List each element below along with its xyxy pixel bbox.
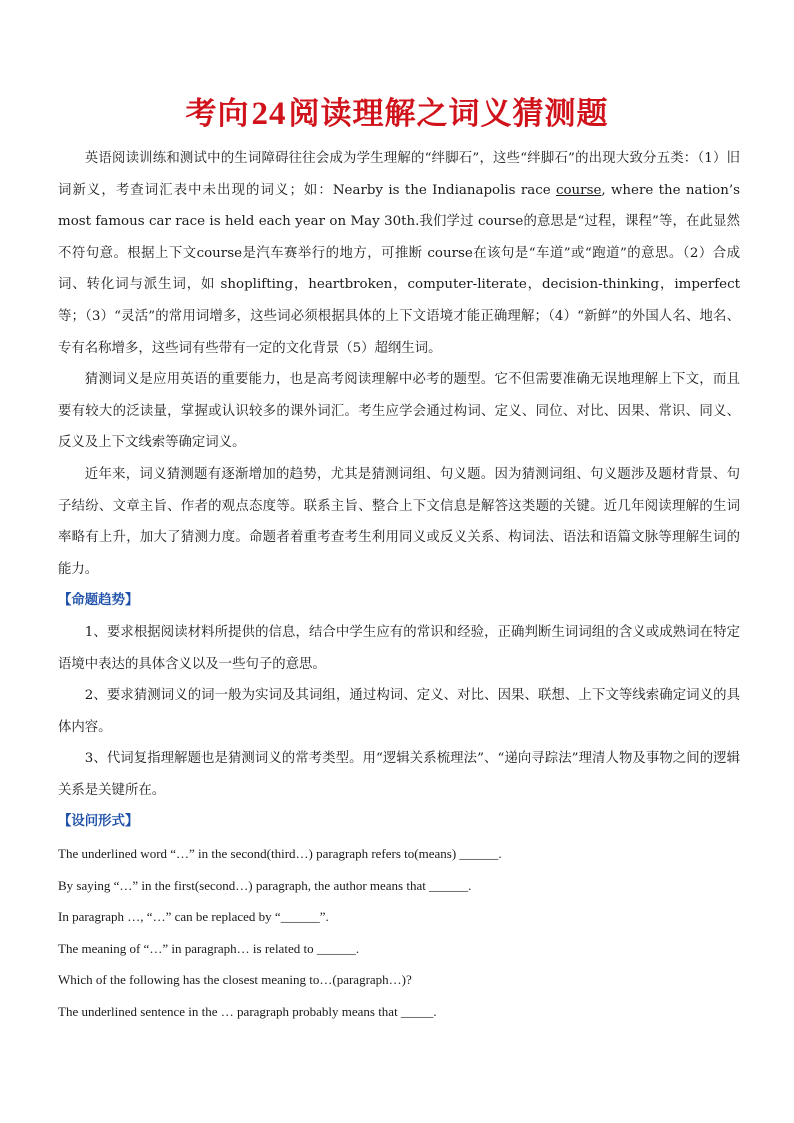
question-form-item: The meaning of “…” in paragraph… is related to ______. [58,940,360,956]
page-title [0,88,794,133]
question-form-item: In paragraph …, “…” can be replaced by “______”. [58,909,329,925]
document-body [58,143,740,1028]
intro-text-b: , where the nation’s most famous car race is held each year on May 30th.我们学过 course的意思是“过程，课程”等，在此显然不符句意。根据上下文course是汽车赛举行的地方，可推断 course在该句是“车道”或“跑道”的意思。（2）合成词、转化词与派生词，如 shoplifting，heartbroken，computer-literate，decision-thinking，imperfect等；（3）“灵活”的常用词增多，这些词必须根据具体的上下文语境才能正确理解；（4）“新鲜”的外国人名、地名、专有名称增多，这些词有些带有一定的文化背景（5）超纲生词。 [58,182,740,356]
title-number: 24 [251,96,287,132]
question-form-item: Which of the following has the closest meaning to…(paragraph…)? [58,972,412,988]
title-suffix: 阅读理解之词义猜测题 [288,96,609,132]
intro-text-a: 英语阅读训练和测试中的生词障碍往往会成为学生理解的“绊脚石”，这些“绊脚石”的出现大致分五类：（1）旧词新义，考查词汇表中未出现的词义；如：Nearby is the Indianapolis race [58,151,740,198]
trend-item: 3、代词复指理解题也是猜测词义的常考类型。用“逻辑关系梳理法”、“递向寻踪法”理清人物及事物之间的逻辑关系是关键所在。 [58,751,740,798]
intro-paragraph-3: 近年来，词义猜测题有逐渐增加的趋势，尤其是猜测词组、句义题。因为猜测词组、句义题涉及题材背景、句子结纷、文章主旨、作者的观点态度等。联系主旨、整合上下文信息是解答这类题的关键。近几年阅读理解的生词率略有上升，加大了猜测力度。命题者着重考查考生利用同义或反义关系、构词法、语法和语篇文脉等理解生词的能力。 [58,466,740,577]
question-form-item: By saying “…” in the first(second…) paragraph, the author means that ______. [58,877,472,893]
intro-paragraph-1 [58,143,740,364]
section-heading-forms: 【设问形式】 [58,814,139,830]
trend-item: 1、要求根据阅读材料所提供的信息，结合中学生应有的常识和经验，正确判断生词词组的含义或成熟词在特定语境中表达的具体含义以及一些句子的意思。 [58,624,740,672]
section-heading-trend: 【命题趋势】 [58,593,139,609]
intro-paragraph-2: 猜测词义是应用英语的重要能力，也是高考阅读理解中必考的题型。它不但需要准确无误地理解上下文，而且要有较大的泛读量，掌握或认识较多的课外词汇。考生应学会通过构词、定义、同位、对比、因果、常识、同义、反义及上下文线索等确定词义。 [58,372,740,451]
title-prefix: 考向 [185,96,250,132]
underlined-word-course: course [555,182,602,198]
trend-item: 2、要求猜测词义的词一般为实词及其词组，通过构词、定义、对比、因果、联想、上下文等线索确定词义的具体内容。 [58,688,740,735]
question-form-item: The underlined sentence in the … paragraph probably means that _____. [58,1004,437,1020]
question-form-item: The underlined word “…” in the second(third…) paragraph refers to(means) ______. [58,846,502,862]
